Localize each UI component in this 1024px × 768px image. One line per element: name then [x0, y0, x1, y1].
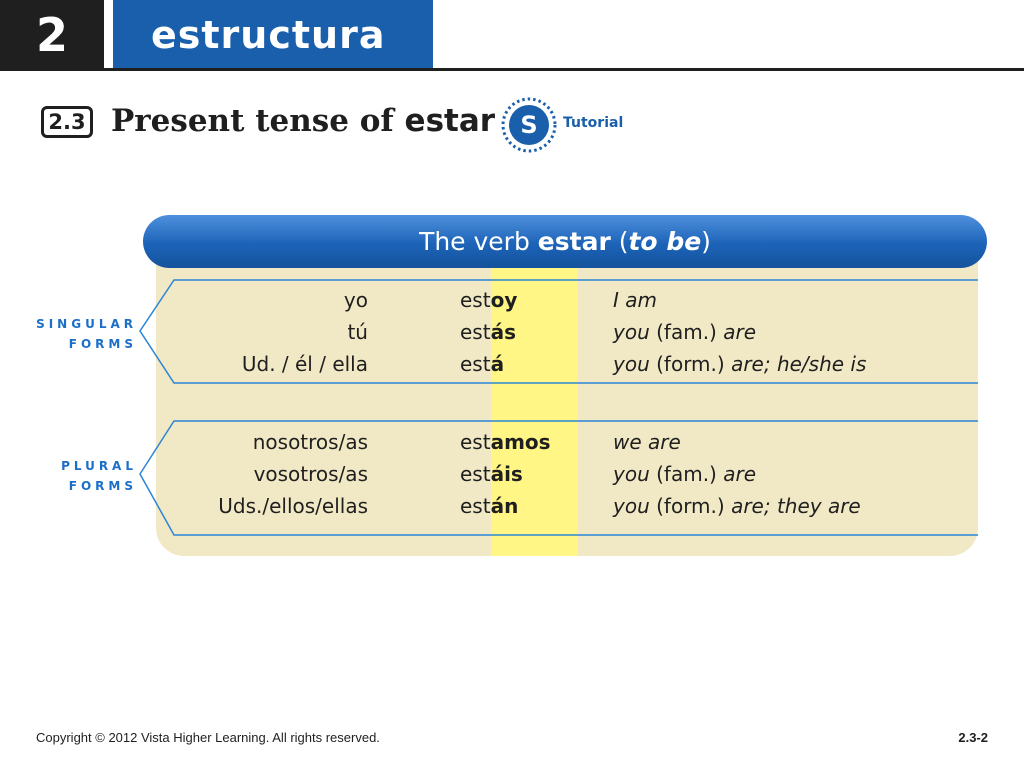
verb-stem: est [460, 462, 491, 486]
translation-note: (form.) [649, 494, 732, 518]
verb-ending: án [490, 494, 519, 518]
translation-italic: you [613, 494, 650, 518]
table-row [0, 352, 1024, 382]
translation [613, 430, 681, 454]
verb-ending: á [490, 352, 505, 376]
table-row [0, 288, 1024, 318]
translation-italic: I am [613, 288, 657, 312]
translation-italic: you [613, 352, 650, 376]
translation-italic-tail: are [723, 320, 757, 344]
translation [613, 288, 657, 312]
singular-label-line2: FORMS [68, 337, 137, 351]
verb-ending: ás [490, 320, 516, 344]
verb-ending: oy [490, 288, 518, 312]
table-heading-gloss: to be [628, 227, 702, 256]
translation-italic-tail: are [723, 462, 757, 486]
table-row [0, 320, 1024, 350]
translation-italic-tail: are; he/she is [731, 352, 867, 376]
verb-ending: áis [490, 462, 523, 486]
verb-form [460, 462, 523, 486]
translation-italic-tail: are; they are [731, 494, 861, 518]
verb-form [460, 320, 516, 344]
translation-italic: you [613, 462, 650, 486]
slide-number: 2.3-2 [958, 730, 988, 745]
table-heading [143, 215, 987, 268]
pronoun: nosotros/as [252, 430, 368, 454]
verb-stem: est [460, 352, 491, 376]
verb-form [460, 494, 518, 518]
singular-label-line1: SINGULAR [36, 317, 137, 331]
table-row [0, 430, 1024, 460]
lesson-number-badge: 2.3 [41, 106, 93, 138]
verb-stem: est [460, 288, 491, 312]
verb-form [460, 288, 517, 312]
tutorial-link[interactable]: Tutorial [563, 115, 624, 131]
verb-stem: est [460, 320, 491, 344]
translation-note: (form.) [649, 352, 732, 376]
pronoun: tú [347, 320, 368, 344]
copyright-notice: Copyright © 2012 Vista Higher Learning. All rights reserved. [36, 730, 380, 745]
verb-stem: est [460, 494, 491, 518]
pronoun: yo [343, 288, 368, 312]
translation-italic: you [613, 320, 650, 344]
tutorial-icon-letter: S [520, 111, 538, 139]
plural-label-line2: FORMS [68, 479, 137, 493]
verb-ending: amos [490, 430, 551, 454]
table-heading-paren-close: ) [701, 227, 711, 256]
plural-label-line1: PLURAL [61, 459, 137, 473]
verb-stem: est [460, 430, 491, 454]
translation-note: (fam.) [649, 320, 724, 344]
chapter-number: 2 [0, 0, 104, 70]
translation [613, 494, 861, 518]
table-row [0, 462, 1024, 492]
pronoun: vosotros/as [253, 462, 368, 486]
translation [613, 462, 756, 486]
table-heading-prefix: The verb [419, 227, 538, 256]
lesson-title-keyword: estar [404, 103, 496, 139]
lesson-title-prefix: Present tense of [111, 103, 405, 139]
translation-note: (fam.) [649, 462, 724, 486]
pronoun: Ud. / él / ella [241, 352, 368, 376]
table-heading-paren-open: ( [610, 227, 629, 256]
translation [613, 352, 866, 376]
table-heading-keyword: estar [537, 227, 611, 256]
verb-form [460, 352, 504, 376]
pronoun: Uds./ellos/ellas [218, 494, 368, 518]
table-row [0, 494, 1024, 524]
verb-form [460, 430, 551, 454]
translation-italic: we are [613, 430, 681, 454]
section-name: estructura [113, 0, 433, 70]
translation [613, 320, 756, 344]
